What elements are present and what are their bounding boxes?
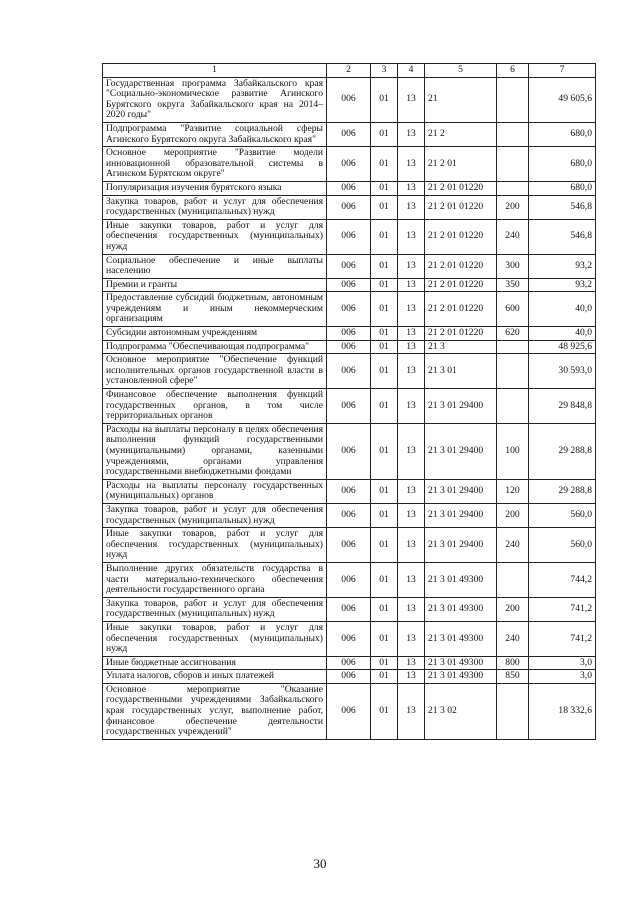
cell-section: 01 <box>371 479 398 503</box>
cell-name: Основное мероприятие "Развитие модели инновационной образовательной системы в Агинском Бурятском округе" <box>103 147 327 182</box>
cell-section: 01 <box>371 683 398 739</box>
cell-section: 01 <box>371 340 398 354</box>
cell-ministry-code: 006 <box>327 423 371 479</box>
cell-ministry-code: 006 <box>327 122 371 146</box>
cell-amount: 560,0 <box>529 528 596 563</box>
cell-name: Расходы на выплаты персоналу государственных (муниципальных) органов <box>103 479 327 503</box>
cell-subsection: 13 <box>398 670 425 684</box>
cell-ministry-code: 006 <box>327 683 371 739</box>
cell-expense-type: 200 <box>497 597 529 621</box>
cell-expense-type <box>497 683 529 739</box>
cell-ministry-code: 006 <box>327 670 371 684</box>
cell-target-article: 21 3 01 49300 <box>425 670 497 684</box>
table-row <box>103 354 596 389</box>
cell-section: 01 <box>371 621 398 656</box>
cell-amount: 680,0 <box>529 122 596 146</box>
cell-expense-type <box>497 122 529 146</box>
column-header-1: 1 <box>103 64 327 78</box>
cell-ministry-code: 006 <box>327 479 371 503</box>
cell-name: Основное мероприятие "Оказание государственными учреждениями Забайкальского края государственных услуг, выполнение работ, финансовое обеспечение деятельности государственных учреждений" <box>103 683 327 739</box>
cell-target-article: 21 3 01 49300 <box>425 656 497 670</box>
cell-name: Иные закупки товаров, работ и услуг для обеспечения государственных (муниципальных) нужд <box>103 528 327 563</box>
cell-name: Подпрограмма "Обеспечивающая подпрограмма" <box>103 340 327 354</box>
cell-section: 01 <box>371 389 398 424</box>
table-row <box>103 195 596 219</box>
cell-ministry-code: 006 <box>327 278 371 292</box>
table-row <box>103 528 596 563</box>
cell-section: 01 <box>371 147 398 182</box>
table-row <box>103 621 596 656</box>
cell-section: 01 <box>371 562 398 597</box>
column-header-5: 5 <box>425 64 497 78</box>
cell-name: Государственная программа Забайкальского края "Социально-экономическое развитие Агинского Бурятского округа Забайкальского края на 2014–2020 годы" <box>103 77 327 122</box>
cell-ministry-code: 006 <box>327 621 371 656</box>
cell-amount: 546,8 <box>529 195 596 219</box>
cell-expense-type: 100 <box>497 423 529 479</box>
cell-subsection: 13 <box>398 219 425 254</box>
cell-ministry-code: 006 <box>327 389 371 424</box>
cell-subsection: 13 <box>398 195 425 219</box>
cell-expense-type: 600 <box>497 292 529 327</box>
cell-section: 01 <box>371 327 398 341</box>
cell-expense-type <box>497 389 529 424</box>
cell-expense-type: 240 <box>497 219 529 254</box>
cell-name: Иные закупки товаров, работ и услуг для обеспечения государственных (муниципальных) нужд <box>103 219 327 254</box>
cell-subsection: 13 <box>398 423 425 479</box>
table-row <box>103 147 596 182</box>
cell-name: Иные закупки товаров, работ и услуг для обеспечения государственных (муниципальных) нужд <box>103 621 327 656</box>
cell-name: Премии и гранты <box>103 278 327 292</box>
cell-expense-type: 240 <box>497 621 529 656</box>
header-row <box>103 64 596 78</box>
cell-section: 01 <box>371 656 398 670</box>
budget-table <box>102 63 596 740</box>
table-row <box>103 254 596 278</box>
cell-expense-type <box>497 354 529 389</box>
cell-amount: 546,8 <box>529 219 596 254</box>
table-row <box>103 340 596 354</box>
cell-section: 01 <box>371 597 398 621</box>
cell-target-article: 21 3 01 49300 <box>425 597 497 621</box>
cell-expense-type: 850 <box>497 670 529 684</box>
cell-subsection: 13 <box>398 254 425 278</box>
cell-target-article: 21 3 01 29400 <box>425 528 497 563</box>
cell-amount: 29 848,8 <box>529 389 596 424</box>
cell-subsection: 13 <box>398 683 425 739</box>
cell-amount: 49 605,6 <box>529 77 596 122</box>
cell-section: 01 <box>371 122 398 146</box>
cell-subsection: 13 <box>398 656 425 670</box>
cell-name: Субсидии автономным учреждениям <box>103 327 327 341</box>
cell-amount: 48 925,6 <box>529 340 596 354</box>
column-header-3: 3 <box>371 64 398 78</box>
table-row <box>103 292 596 327</box>
cell-subsection: 13 <box>398 278 425 292</box>
table-row <box>103 219 596 254</box>
cell-section: 01 <box>371 219 398 254</box>
table-row <box>103 77 596 122</box>
cell-amount: 3,0 <box>529 656 596 670</box>
cell-name: Выполнение других обязательств государства в части материально-технического обеспечения деятельности государственного органа <box>103 562 327 597</box>
cell-target-article: 21 3 01 29400 <box>425 503 497 527</box>
cell-target-article: 21 2 01 01220 <box>425 195 497 219</box>
cell-name: Основное мероприятие "Обеспечение функций исполнительных органов государственной власти в установленной сфере" <box>103 354 327 389</box>
cell-ministry-code: 006 <box>327 181 371 195</box>
cell-subsection: 13 <box>398 621 425 656</box>
cell-ministry-code: 006 <box>327 528 371 563</box>
cell-amount: 744,2 <box>529 562 596 597</box>
cell-amount: 93,2 <box>529 278 596 292</box>
cell-ministry-code: 006 <box>327 254 371 278</box>
cell-section: 01 <box>371 528 398 563</box>
cell-amount: 18 332,6 <box>529 683 596 739</box>
column-header-6: 6 <box>497 64 529 78</box>
cell-ministry-code: 006 <box>327 292 371 327</box>
table-header <box>103 64 596 78</box>
cell-name: Иные бюджетные ассигнования <box>103 656 327 670</box>
table-row <box>103 327 596 341</box>
cell-amount: 29 288,8 <box>529 479 596 503</box>
cell-subsection: 13 <box>398 340 425 354</box>
cell-name: Закупка товаров, работ и услуг для обеспечения государственных (муниципальных) нужд <box>103 195 327 219</box>
cell-amount: 40,0 <box>529 327 596 341</box>
cell-ministry-code: 006 <box>327 327 371 341</box>
cell-section: 01 <box>371 503 398 527</box>
cell-section: 01 <box>371 181 398 195</box>
cell-name: Социальное обеспечение и иные выплаты населению <box>103 254 327 278</box>
cell-target-article: 21 3 01 49300 <box>425 562 497 597</box>
cell-amount: 3,0 <box>529 670 596 684</box>
cell-ministry-code: 006 <box>327 562 371 597</box>
cell-amount: 741,2 <box>529 621 596 656</box>
cell-ministry-code: 006 <box>327 597 371 621</box>
cell-subsection: 13 <box>398 122 425 146</box>
cell-subsection: 13 <box>398 479 425 503</box>
cell-section: 01 <box>371 670 398 684</box>
cell-subsection: 13 <box>398 597 425 621</box>
cell-target-article: 21 3 01 29400 <box>425 479 497 503</box>
table-row <box>103 181 596 195</box>
cell-expense-type <box>497 340 529 354</box>
cell-amount: 680,0 <box>529 147 596 182</box>
cell-section: 01 <box>371 195 398 219</box>
cell-target-article: 21 3 01 29400 <box>425 423 497 479</box>
cell-ministry-code: 006 <box>327 219 371 254</box>
cell-ministry-code: 006 <box>327 656 371 670</box>
cell-ministry-code: 006 <box>327 354 371 389</box>
cell-ministry-code: 006 <box>327 195 371 219</box>
cell-expense-type: 200 <box>497 503 529 527</box>
cell-ministry-code: 006 <box>327 147 371 182</box>
cell-name: Закупка товаров, работ и услуг для обеспечения государственных (муниципальных) нужд <box>103 597 327 621</box>
cell-name: Закупка товаров, работ и услуг для обеспечения государственных (муниципальных) нужд <box>103 503 327 527</box>
cell-expense-type: 350 <box>497 278 529 292</box>
cell-target-article: 21 3 <box>425 340 497 354</box>
cell-name: Подпрограмма "Развитие социальной сферы Агинского Бурятского округа Забайкальского края" <box>103 122 327 146</box>
cell-amount: 29 288,8 <box>529 423 596 479</box>
cell-expense-type: 120 <box>497 479 529 503</box>
cell-subsection: 13 <box>398 354 425 389</box>
cell-expense-type <box>497 562 529 597</box>
cell-expense-type: 800 <box>497 656 529 670</box>
cell-section: 01 <box>371 292 398 327</box>
cell-subsection: 13 <box>398 147 425 182</box>
cell-expense-type: 300 <box>497 254 529 278</box>
cell-subsection: 13 <box>398 292 425 327</box>
cell-name: Расходы на выплаты персоналу в целях обеспечения выполнения функций государственными (муниципальными) органами, казенными учреждениями, органами управления государственными внебюджетными фондами <box>103 423 327 479</box>
cell-amount: 560,0 <box>529 503 596 527</box>
cell-section: 01 <box>371 354 398 389</box>
cell-name: Финансовое обеспечение выполнения функций государственных органов, в том числе территориальных органов <box>103 389 327 424</box>
cell-target-article: 21 2 01 01220 <box>425 181 497 195</box>
cell-target-article: 21 3 01 <box>425 354 497 389</box>
cell-expense-type: 200 <box>497 195 529 219</box>
table-row <box>103 278 596 292</box>
cell-expense-type <box>497 181 529 195</box>
cell-ministry-code: 006 <box>327 340 371 354</box>
cell-amount: 40,0 <box>529 292 596 327</box>
cell-target-article: 21 2 01 01220 <box>425 254 497 278</box>
cell-target-article: 21 2 01 01220 <box>425 327 497 341</box>
cell-amount: 93,2 <box>529 254 596 278</box>
cell-name: Уплата налогов, сборов и иных платежей <box>103 670 327 684</box>
cell-amount: 680,0 <box>529 181 596 195</box>
cell-section: 01 <box>371 77 398 122</box>
cell-target-article: 21 2 01 01220 <box>425 278 497 292</box>
table-row <box>103 597 596 621</box>
cell-target-article: 21 3 02 <box>425 683 497 739</box>
cell-expense-type: 240 <box>497 528 529 563</box>
cell-subsection: 13 <box>398 503 425 527</box>
cell-subsection: 13 <box>398 389 425 424</box>
cell-target-article: 21 3 01 29400 <box>425 389 497 424</box>
table-row <box>103 503 596 527</box>
table-row <box>103 389 596 424</box>
table-row <box>103 656 596 670</box>
table-row <box>103 670 596 684</box>
cell-target-article: 21 2 01 <box>425 147 497 182</box>
column-header-2: 2 <box>327 64 371 78</box>
cell-amount: 30 593,0 <box>529 354 596 389</box>
column-header-4: 4 <box>398 64 425 78</box>
cell-subsection: 13 <box>398 528 425 563</box>
cell-target-article: 21 2 01 01220 <box>425 292 497 327</box>
cell-expense-type <box>497 147 529 182</box>
cell-ministry-code: 006 <box>327 503 371 527</box>
table-body <box>103 77 596 739</box>
cell-section: 01 <box>371 254 398 278</box>
cell-target-article: 21 2 <box>425 122 497 146</box>
column-header-7: 7 <box>529 64 596 78</box>
cell-expense-type <box>497 77 529 122</box>
cell-section: 01 <box>371 278 398 292</box>
cell-section: 01 <box>371 423 398 479</box>
cell-name: Популяризация изучения бурятского языка <box>103 181 327 195</box>
cell-subsection: 13 <box>398 181 425 195</box>
page-number: 30 <box>313 856 327 871</box>
cell-target-article: 21 <box>425 77 497 122</box>
cell-subsection: 13 <box>398 77 425 122</box>
cell-target-article: 21 2 01 01220 <box>425 219 497 254</box>
cell-target-article: 21 3 01 49300 <box>425 621 497 656</box>
table-row <box>103 122 596 146</box>
cell-name: Предоставление субсидий бюджетным, автономным учреждениям и иным некоммерческим организациям <box>103 292 327 327</box>
cell-expense-type: 620 <box>497 327 529 341</box>
table-row <box>103 479 596 503</box>
table-row <box>103 562 596 597</box>
cell-subsection: 13 <box>398 562 425 597</box>
cell-subsection: 13 <box>398 327 425 341</box>
cell-ministry-code: 006 <box>327 77 371 122</box>
cell-amount: 741,2 <box>529 597 596 621</box>
table-row <box>103 423 596 479</box>
table-row <box>103 683 596 739</box>
